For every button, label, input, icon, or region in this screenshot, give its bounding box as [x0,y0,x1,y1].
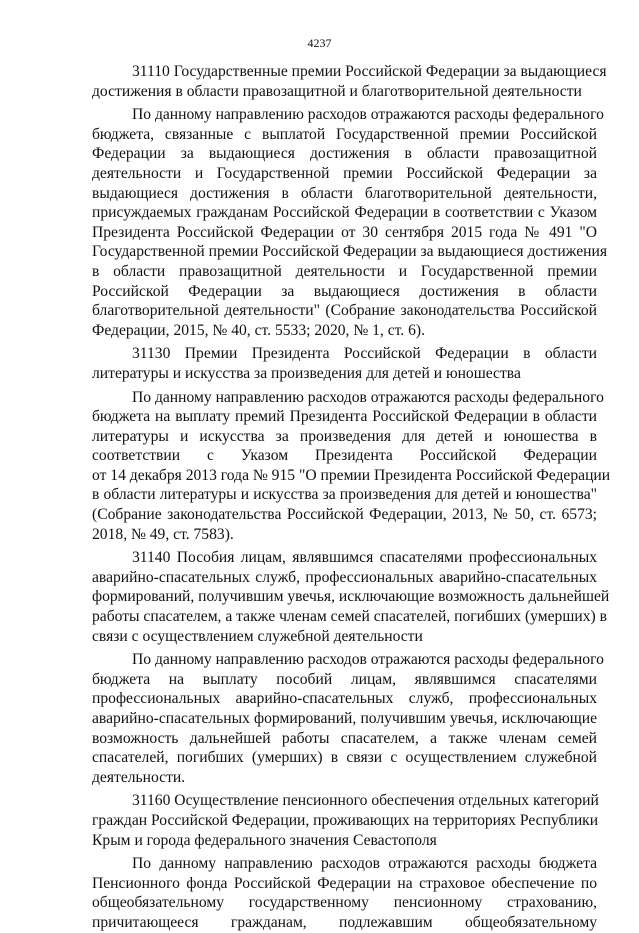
text-line: литературы и искусства за произведения для детей и юношества [92,364,521,382]
text-line: формирований, получившим увечья, исключающие возможность дальнейшей [92,588,610,606]
text-line: 31140 Пособия лицам, являвшимся спасателями профессиональных [132,549,597,567]
text-line: По данному направлению расходов отражаются расходы бюджета [132,855,597,873]
page-number: 4237 [307,36,332,50]
text-line: присуждаемых гражданам Российской Федерации в соответствии с Указом [92,204,597,222]
text-line: литературы и искусства за произведения для детей и юношества в [92,427,597,445]
text-line: бюджета, связанные с выплатой Государственной премии Российской [92,125,597,143]
paragraph [92,791,597,850]
paragraph [92,344,597,383]
text-line: Федерации, 2015, № 40, ст. 5533; 2020, № 1, ст. 6). [92,321,425,339]
text-line: Федерации за выдающиеся достижения в области правозащитной [92,145,597,163]
paragraph [92,548,610,646]
text-line: в области правозащитной деятельности и Государственной премии [92,262,597,280]
paragraph [92,650,604,787]
text-line: профессиональных аварийно-спасательных служб, профессиональных [92,690,597,708]
text-line: Крым и города федерального значения Севастополя [92,831,437,849]
text-line: Пенсионного фонда Российской Федерации на страховое обеспечение по [92,874,597,892]
text-line: деятельности и Государственной премии Российской Федерации за [92,164,597,182]
text-line: По данному направлению расходов отражаются расходы федерального [132,388,604,406]
text-line: 2018, № 49, ст. 7583). [92,525,234,543]
text-line: 31160 Осуществление пенсионного обеспечения отдельных категорий [132,792,599,810]
text-line: аварийно-спасательных служб, профессиональных аварийно-спасательных [92,568,597,586]
text-line: связи с осуществлением служебной деятельности [92,627,423,645]
text-line: причитающееся гражданам, подлежавшим общеобязательному [92,913,597,931]
text-line: работы спасателем, а также членам семей спасателей, погибших (умерших) в [92,608,607,626]
text-line: По данному направлению расходов отражаются расходы федерального [132,651,604,669]
paragraph [92,854,597,932]
paragraph [92,388,611,545]
text-line: граждан Российской Федерации, проживающих на территориях Республики [92,811,599,829]
text-line: Президента Российской Федерации от 30 сентября 2015 года № 491 "О [92,223,597,241]
text-line: общеобязательному государственному пенсионному страхованию, [92,894,597,912]
text-line: бюджета на выплату пособий лицам, являвшимся спасателями [92,670,597,688]
text-line: бюджета на выплату премий Президента Российской Федерации в области [92,408,597,426]
text-line: 31130 Премии Президента Российской Федерации в области [132,345,597,363]
text-line: выдающиеся достижения в области благотворительной деятельности, [92,184,597,202]
text-line: от 14 декабря 2013 года № 915 "О премии Президента Российской Федерации [92,466,611,484]
text-line: достижения в области правозащитной и благотворительной деятельности [92,82,582,100]
text-line: деятельности. [92,768,186,786]
text-line: возможность дальнейшей работы спасателем, а также членам семей [92,729,597,747]
document-body [92,62,611,933]
text-line: (Собрание законодательства Российской Федерации, 2013, № 50, ст. 6573; [92,506,597,524]
text-line: Российской Федерации за выдающиеся достижения в области [92,282,597,300]
text-line: в области литературы и искусства за произведения для детей и юношества" [92,486,597,504]
text-line: аварийно-спасательных формирований, получившим увечья, исключающие [92,710,597,727]
text-line: благотворительной деятельности" (Собрание законодательства Российской [92,302,597,320]
text-line: Государственной премии Российской Федерации за выдающиеся достижения [92,243,608,261]
paragraph [92,62,607,101]
text-line: 31110 Государственные премии Российской Федерации за выдающиеся [132,63,607,80]
text-line: По данному направлению расходов отражаются расходы федерального [132,106,604,124]
text-line: спасателей, погибших (умерших) в связи с осуществлением служебной [92,749,597,767]
paragraph [92,105,608,340]
text-line: соответствии с Указом Президента Российской Федерации [92,447,597,465]
